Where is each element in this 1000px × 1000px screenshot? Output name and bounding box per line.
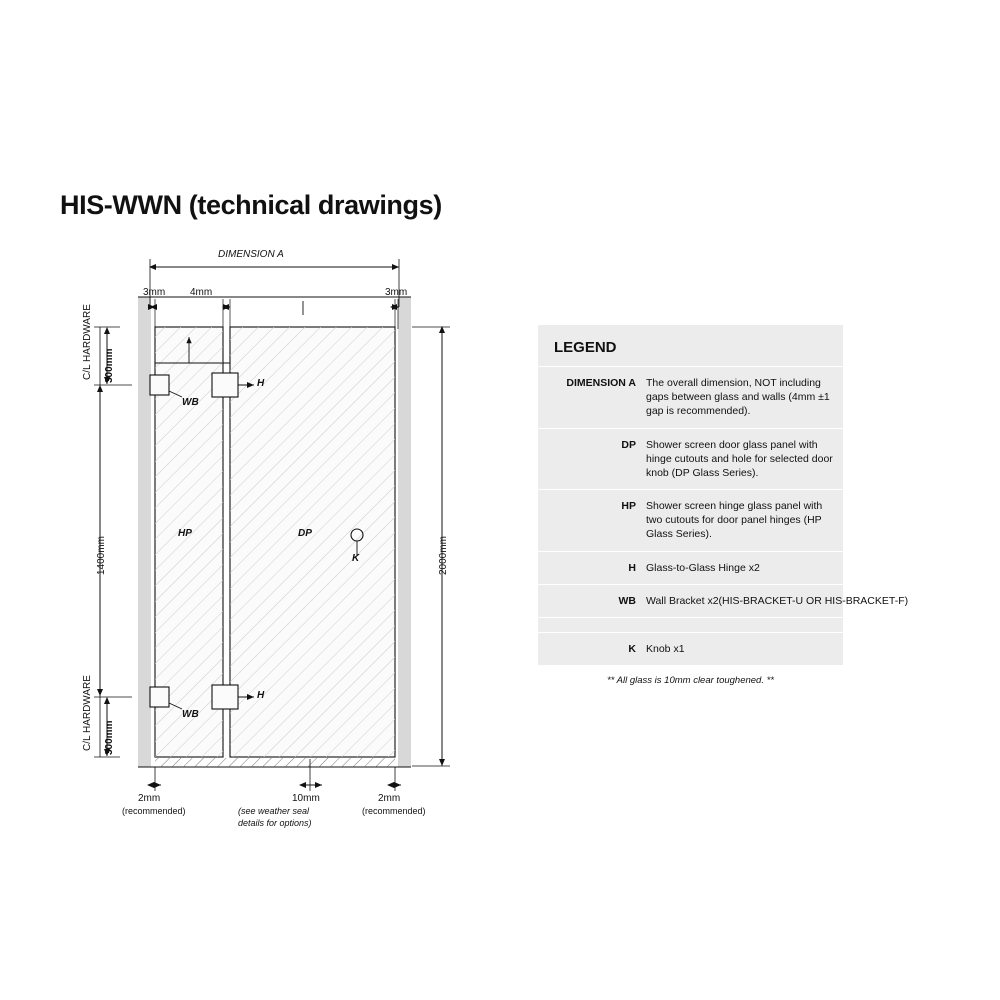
wall-bracket-bottom-label: WB xyxy=(182,709,199,720)
hinge-top-label: H xyxy=(257,378,265,389)
top-hardware-cl-label: C/L HARDWARE xyxy=(82,304,93,380)
dimension-a-label: DIMENSION A xyxy=(218,249,284,260)
bottom-center-note-1: (see weather seal xyxy=(238,806,310,816)
wall-right xyxy=(398,297,411,767)
bottom-hardware-dim: 300mm xyxy=(104,720,115,755)
legend-desc: Knob x1 xyxy=(646,642,685,655)
shower-screen-drawing-svg xyxy=(60,245,480,845)
legend-row xyxy=(538,366,843,428)
technical-drawing xyxy=(60,245,480,845)
bottom-hardware-cl-label: C/L HARDWARE xyxy=(82,675,93,751)
panel-hp-label: HP xyxy=(178,528,192,539)
legend-desc: Glass-to-Glass Hinge x2 xyxy=(646,561,760,574)
middle-dim: 1400mm xyxy=(96,536,107,575)
gap-right-label: 3mm xyxy=(385,287,408,298)
legend-row-spacer xyxy=(538,617,843,632)
panel-dp-label: DP xyxy=(298,528,312,539)
top-hardware-dim: 300mm xyxy=(104,348,115,383)
legend-row xyxy=(538,632,843,665)
legend-desc: Shower screen hinge glass panel with two cutouts for door panel hinges (HP Glass Series). xyxy=(646,500,823,541)
glass-hinge-top xyxy=(212,373,238,397)
legend-title: LEGEND xyxy=(554,339,617,356)
legend-row xyxy=(538,551,843,584)
hinge-bottom-label: H xyxy=(257,690,265,701)
bottom-right-note: (recommended) xyxy=(362,806,426,816)
legend-row xyxy=(538,489,843,551)
bottom-left-dim: 2mm xyxy=(138,793,161,804)
legend-row xyxy=(538,428,843,490)
legend-key: H xyxy=(628,561,636,574)
legend-key: WB xyxy=(618,594,636,607)
bottom-center-dim: 10mm xyxy=(292,793,320,804)
glass-hinge-bottom xyxy=(212,685,238,709)
bottom-center-note-2: details for options) xyxy=(238,818,312,828)
legend-desc: Shower screen door glass panel with hinge cutouts and hole for selected door knob (DP Glass Series). xyxy=(646,438,833,479)
legend-key: K xyxy=(628,642,636,655)
legend-panel xyxy=(538,325,909,698)
bottom-right-dim: 2mm xyxy=(378,793,401,804)
legend-row xyxy=(538,584,909,617)
legend-footnote: ** All glass is 10mm clear toughened. ** xyxy=(538,665,843,698)
bottom-left-note: (recommended) xyxy=(122,806,186,816)
wall-bracket-bottom xyxy=(150,687,169,707)
gap-left-label: 3mm xyxy=(143,287,166,298)
legend-key: DP xyxy=(621,438,636,451)
legend-desc: The overall dimension, NOT including gaps between glass and walls (4mm ±1 gap is recommended). xyxy=(646,377,830,418)
legend-key: DIMENSION A xyxy=(566,377,636,389)
legend-key: HP xyxy=(621,500,636,513)
legend-desc: Wall Bracket x2(HIS-BRACKET-U OR HIS-BRACKET-F) xyxy=(646,594,909,607)
page-title: HIS-WWN (technical drawings) xyxy=(60,190,442,220)
wall-left xyxy=(138,297,151,767)
gap-panel-label: 4mm xyxy=(190,287,213,298)
knob-label: K xyxy=(352,553,360,564)
wall-bracket-top-label: WB xyxy=(182,397,199,408)
overall-height-dim: 2000mm xyxy=(438,536,449,575)
wall-bracket-top xyxy=(150,375,169,395)
